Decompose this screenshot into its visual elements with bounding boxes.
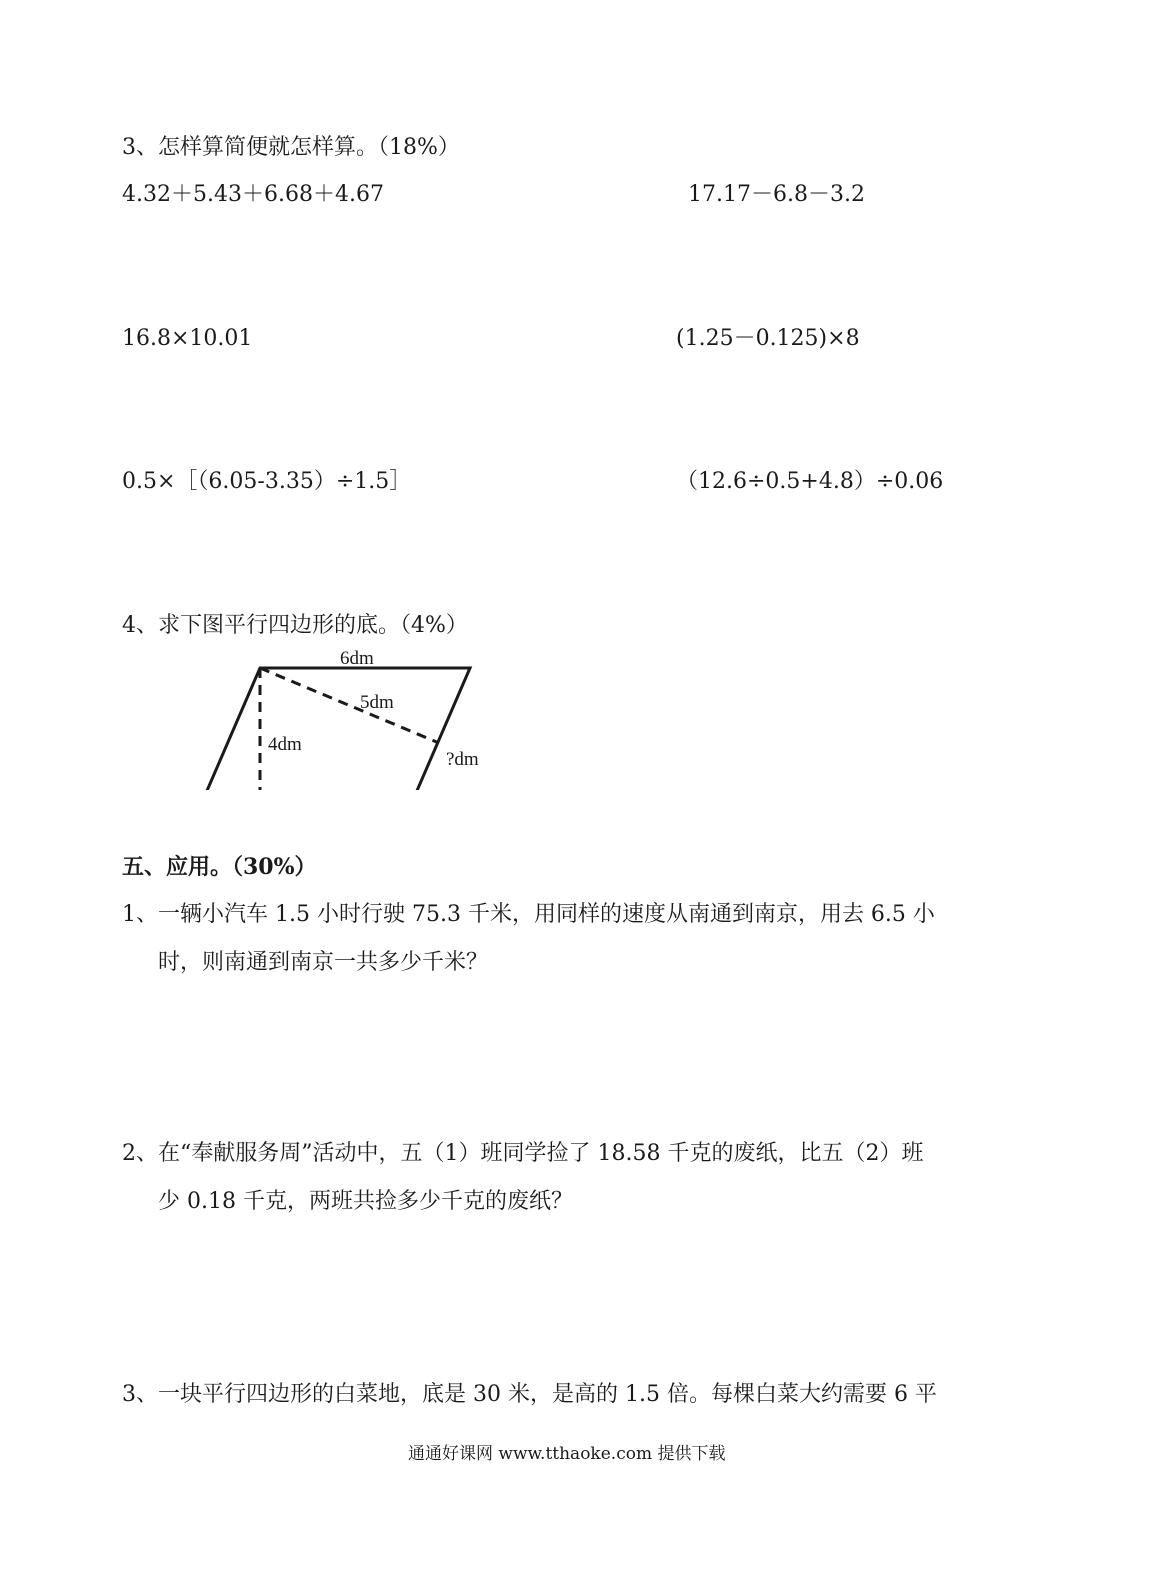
problem-2: 17.17－6.8－3.2 [688, 182, 865, 207]
label-diagonal: 5dm [360, 692, 394, 713]
problem-1: 4.32＋5.43＋6.68＋4.67 [122, 182, 384, 207]
problem-4: (1.25－0.125)×8 [676, 326, 860, 351]
question-2-line-1: 2、在“奉献服务周”活动中，五（1）班同学捡了 18.58 千克的废纸，比五（2）班 [122, 1141, 924, 1166]
page-footer: 通通好课网 www.tthaoke.com 提供下载 [408, 1444, 726, 1464]
section-3-heading: 3、怎样算简便就怎样算。（18%） [122, 135, 460, 160]
question-1-line-2: 时，则南通到南京一共多少千米？ [158, 950, 489, 975]
problem-6: （12.6÷0.5+4.8）÷0.06 [676, 469, 944, 494]
label-top: 6dm [340, 650, 374, 669]
parallelogram-outline [206, 668, 470, 790]
problem-3: 16.8×10.01 [122, 326, 253, 351]
perpendicular-dashed-line [260, 668, 439, 743]
question-3-line-1: 3、一块平行四边形的白菜地，底是 30 米，是高的 1.5 倍。每棵白菜大约需要 6 平 [122, 1382, 937, 1407]
label-side: ?dm [446, 749, 479, 770]
section-5-heading: 五、应用。（30%） [122, 854, 317, 880]
section-4-heading: 4、求下图平行四边形的底。（4%） [122, 613, 468, 638]
parallelogram-figure [0, 650, 1152, 790]
question-2-line-2: 少 0.18 千克，两班共捡多少千克的废纸？ [158, 1189, 573, 1214]
problem-5: 0.5×［（6.05-3.35）÷1.5］ [122, 469, 412, 494]
question-1-line-1: 1、一辆小汽车 1.5 小时行驶 75.3 千米，用同样的速度从南通到南京，用去 6.5 小 [122, 902, 935, 927]
label-height: 4dm [268, 734, 302, 755]
